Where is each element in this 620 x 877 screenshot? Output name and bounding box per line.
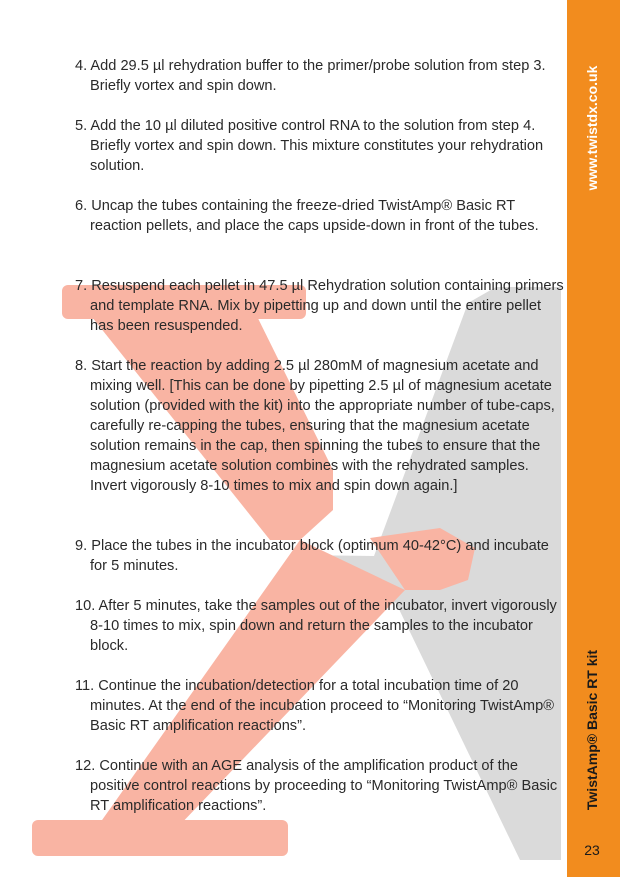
page-number: 23 bbox=[584, 842, 600, 858]
protocol-step-12: 12. Continue with an AGE analysis of the amplification product of the positive control reactions by proceeding to “Monitoring TwistAmp® Basic RT amplification reactions”. bbox=[75, 758, 558, 814]
protocol-step-7: 7. Resuspend each pellet in 47.5 µl Rehydration solution containing primers and template RNA. Mix by pipetting up and down until the entire pellet has been resuspended. bbox=[75, 278, 564, 334]
protocol-step-5: 5. Add the 10 µl diluted positive control RNA to the solution from step 4. Briefly vortex and spin down. This mixture constitutes your rehydration solution. bbox=[75, 118, 544, 174]
sidebar-kit-title: TwistAmp® Basic RT kit bbox=[584, 649, 600, 811]
protocol-step-11: 11. Continue the incubation/detection for a total incubation time of 20 minutes. At the end of the incubation proceed to “Monitoring TwistAmp® Basic RT amplification reactions”. bbox=[75, 678, 554, 734]
protocol-step-4: 4. Add 29.5 µl rehydration buffer to the primer/probe solution from step 3. Briefly vortex and spin down. bbox=[75, 58, 546, 94]
sidebar-website-url: www.twistdx.co.uk bbox=[584, 65, 600, 191]
protocol-step-8: 8. Start the reaction by adding 2.5 µl 280mM of magnesium acetate and mixing well. [This can be done by pipetting 2.5 µl of magnesium acetate solution (provided with the kit) into the appropriate number of tube-caps, carefully re-capping the tubes, ensuring that the magnesium acetate solution remains in the cap, then spinning the tubes to ensure that the magnesium acetate solution combines with the rehydrated samples. Invert vigorously 8-10 times to mix and spin down again.] bbox=[75, 358, 555, 494]
protocol-step-10: 10. After 5 minutes, take the samples out of the incubator, invert vigorously 8-10 times to mix, spin down and return the samples to the incubator block. bbox=[75, 598, 557, 654]
protocol-step-6: 6. Uncap the tubes containing the freeze-dried TwistAmp® Basic RT reaction pellets, and place the caps upside-down in front of the tubes. bbox=[75, 198, 539, 234]
protocol-step-9: 9. Place the tubes in the incubator block (optimum 40-42°C) and incubate for 5 minutes. bbox=[75, 538, 549, 574]
